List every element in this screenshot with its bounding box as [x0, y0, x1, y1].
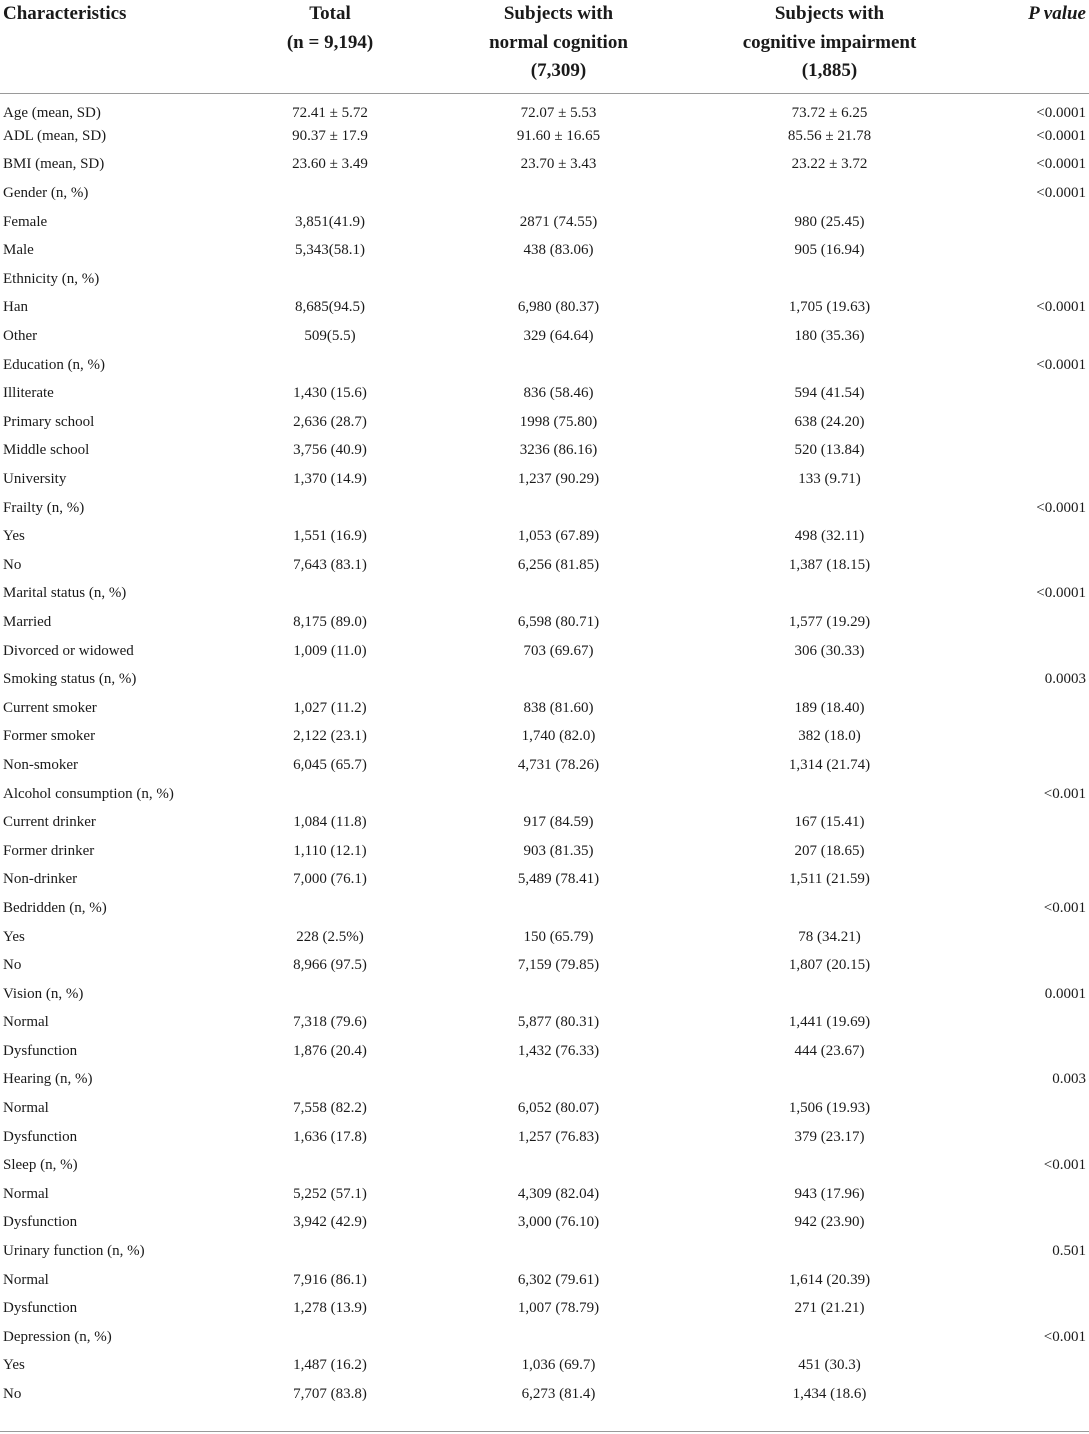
- header-total-line-1: Total: [309, 3, 351, 24]
- cell-characteristic: Non-smoker: [3, 756, 78, 773]
- cell-characteristic: Current drinker: [3, 814, 96, 831]
- table-row: [0, 379, 1089, 408]
- cell-total: 5,343(58.1): [295, 242, 365, 259]
- cell-characteristic: Depression (n, %): [3, 1328, 112, 1345]
- cell-cognitive-impairment: [687, 980, 972, 1009]
- cell-total: 1,636 (17.8): [293, 1128, 367, 1145]
- table-row: [0, 608, 1089, 637]
- cell-normal-cognition: 1,237 (90.29): [517, 471, 600, 488]
- cell-cognitive-impairment: [687, 179, 972, 208]
- cell-characteristic: Han: [3, 299, 28, 316]
- cell-p-value: [972, 923, 1089, 952]
- table-row: [0, 1180, 1089, 1209]
- header-normal-line-2: normal cognition: [489, 31, 628, 53]
- cell-p-value: [972, 751, 1089, 780]
- cell-cognitive-impairment: [687, 265, 972, 294]
- cell-characteristic: Ethnicity (n, %): [3, 270, 100, 287]
- cell-total: [230, 580, 430, 609]
- table-row: [0, 894, 1089, 923]
- cell-total: 7,000 (76.1): [293, 871, 367, 888]
- cell-cognitive-impairment: [687, 351, 972, 380]
- cell-total: 90.37 ± 17.9: [292, 127, 368, 144]
- cell-p-value: <0.0001: [1036, 585, 1086, 602]
- cell-cognitive-impairment: 1,387 (18.15): [788, 556, 871, 573]
- cell-characteristic: Yes: [3, 528, 25, 545]
- cell-cognitive-impairment: 189 (18.40): [794, 699, 865, 716]
- cell-total: [230, 179, 430, 208]
- cell-total: [230, 1323, 430, 1352]
- cell-characteristic: Non-drinker: [3, 871, 78, 888]
- cell-normal-cognition: [430, 780, 687, 809]
- table-row: [0, 980, 1089, 1009]
- cell-cognitive-impairment: 1,506 (19.93): [788, 1100, 871, 1117]
- cell-cognitive-impairment: 167 (15.41): [794, 814, 865, 831]
- cell-p-value: <0.001: [1043, 1328, 1086, 1345]
- cell-cognitive-impairment: 980 (25.45): [794, 213, 865, 230]
- cell-characteristic: Urinary function (n, %): [3, 1243, 145, 1260]
- table-row: [0, 551, 1089, 580]
- cell-normal-cognition: [430, 665, 687, 694]
- cell-characteristic: Former drinker: [3, 842, 95, 859]
- table-row: [0, 1066, 1089, 1095]
- table-row: [0, 1209, 1089, 1238]
- cell-total: 3,756 (40.9): [293, 442, 367, 459]
- cell-total: 7,916 (86.1): [293, 1271, 367, 1288]
- cell-cognitive-impairment: [687, 894, 972, 923]
- cell-total: 1,487 (16.2): [293, 1357, 367, 1374]
- cell-p-value: [972, 808, 1089, 837]
- cell-normal-cognition: 6,273 (81.4): [521, 1386, 596, 1403]
- header-p-value-text: P value: [1028, 3, 1086, 24]
- cell-normal-cognition: [430, 580, 687, 609]
- cell-p-value: [972, 1037, 1089, 1066]
- cell-characteristic: Normal: [3, 1014, 49, 1031]
- cell-characteristic: Current smoker: [3, 699, 97, 716]
- cell-normal-cognition: [430, 351, 687, 380]
- cell-cognitive-impairment: 1,807 (20.15): [788, 957, 871, 974]
- cell-total: 8,966 (97.5): [293, 957, 367, 974]
- cell-total: 5,252 (57.1): [293, 1185, 367, 1202]
- cell-normal-cognition: 6,598 (80.71): [517, 613, 600, 630]
- cell-total: [230, 1066, 430, 1095]
- cell-cognitive-impairment: 207 (18.65): [794, 842, 865, 859]
- cell-normal-cognition: 917 (84.59): [523, 814, 594, 831]
- table-row: [0, 151, 1089, 180]
- cell-p-value: [972, 866, 1089, 895]
- cell-p-value: [972, 1180, 1089, 1209]
- cell-cognitive-impairment: 1,511 (21.59): [789, 871, 870, 888]
- cell-characteristic: Normal: [3, 1185, 49, 1202]
- cell-characteristic: Middle school: [3, 442, 90, 459]
- header-total-line-2: (n = 9,194): [286, 31, 374, 53]
- cell-p-value: [972, 1209, 1089, 1238]
- table-row: [0, 665, 1089, 694]
- cell-total: [230, 980, 430, 1009]
- cell-p-value: [972, 379, 1089, 408]
- cell-cognitive-impairment: [687, 1151, 972, 1180]
- table-row: [0, 1266, 1089, 1295]
- cell-characteristic: Married: [3, 613, 52, 630]
- cell-cognitive-impairment: 73.72 ± 6.25: [791, 104, 868, 121]
- cell-characteristic: No: [3, 1386, 22, 1403]
- cell-characteristic: Other: [3, 328, 38, 345]
- cell-normal-cognition: 5,877 (80.31): [517, 1014, 600, 1031]
- table-row: [0, 1037, 1089, 1066]
- table-row: [0, 751, 1089, 780]
- cell-normal-cognition: 4,731 (78.26): [517, 756, 600, 773]
- cell-normal-cognition: [430, 1066, 687, 1095]
- cell-characteristic: Bedridden (n, %): [3, 899, 107, 916]
- table-row: [0, 1237, 1089, 1266]
- cell-p-value: [972, 1352, 1089, 1381]
- table-row: [0, 522, 1089, 551]
- table-row: [0, 437, 1089, 466]
- table-row: [0, 723, 1089, 752]
- cell-total: 2,636 (28.7): [293, 413, 367, 430]
- cell-total: 1,370 (14.9): [293, 471, 367, 488]
- cell-p-value: 0.501: [1052, 1243, 1086, 1260]
- table-row: [0, 1294, 1089, 1323]
- table-row: [0, 951, 1089, 980]
- cell-normal-cognition: [430, 494, 687, 523]
- cell-total: 7,558 (82.2): [293, 1100, 367, 1117]
- cell-p-value: [972, 1009, 1089, 1038]
- table-row: [0, 1123, 1089, 1152]
- table-row: [0, 694, 1089, 723]
- cell-p-value: [972, 951, 1089, 980]
- cell-characteristic: Frailty (n, %): [3, 499, 85, 516]
- cell-total: 228 (2.5%): [296, 928, 364, 945]
- cell-p-value: [972, 408, 1089, 437]
- cell-total: 2,122 (23.1): [293, 728, 367, 745]
- cell-cognitive-impairment: 942 (23.90): [794, 1214, 865, 1231]
- cell-normal-cognition: [430, 1323, 687, 1352]
- cell-cognitive-impairment: [687, 780, 972, 809]
- cell-characteristic: Divorced or widowed: [3, 642, 134, 659]
- cell-p-value: [972, 465, 1089, 494]
- cell-normal-cognition: 6,302 (79.61): [517, 1271, 600, 1288]
- cell-cognitive-impairment: [687, 1237, 972, 1266]
- cell-p-value: 0.003: [1052, 1071, 1086, 1088]
- cell-cognitive-impairment: 451 (30.3): [798, 1357, 861, 1374]
- cell-cognitive-impairment: [687, 494, 972, 523]
- cell-normal-cognition: 6,256 (81.85): [517, 556, 600, 573]
- cell-normal-cognition: [430, 894, 687, 923]
- cell-p-value: [972, 723, 1089, 752]
- cell-total: [230, 265, 430, 294]
- table-row: [0, 208, 1089, 237]
- cell-cognitive-impairment: 943 (17.96): [794, 1185, 865, 1202]
- cell-total: [230, 1151, 430, 1180]
- cell-total: 6,045 (65.7): [293, 756, 367, 773]
- cell-cognitive-impairment: 638 (24.20): [794, 413, 865, 430]
- header-characteristics-text: Characteristics: [3, 3, 127, 24]
- cell-p-value: [972, 694, 1089, 723]
- table-row: [0, 808, 1089, 837]
- cell-normal-cognition: 1,007 (78.79): [517, 1300, 600, 1317]
- header-cognitive-impairment: [687, 0, 972, 94]
- table-row: [0, 1151, 1089, 1180]
- cell-p-value: [972, 837, 1089, 866]
- cell-p-value: 0.0001: [1044, 985, 1086, 1002]
- cell-cognitive-impairment: 594 (41.54): [794, 385, 865, 402]
- cell-characteristic: Normal: [3, 1100, 49, 1117]
- cell-p-value: [972, 608, 1089, 637]
- cell-total: 509(5.5): [304, 328, 356, 345]
- cell-normal-cognition: [430, 179, 687, 208]
- cell-characteristic: Dysfunction: [3, 1128, 78, 1145]
- bottom-rule: [0, 1431, 1089, 1432]
- cell-p-value: [972, 437, 1089, 466]
- cell-characteristic: Dysfunction: [3, 1214, 78, 1231]
- cell-normal-cognition: 703 (69.67): [523, 642, 594, 659]
- cell-p-value: <0.001: [1043, 785, 1086, 802]
- cell-total: [230, 665, 430, 694]
- table-row: [0, 923, 1089, 952]
- header-impaired-line-3: (1,885): [801, 60, 858, 81]
- header-total: [230, 0, 430, 94]
- cell-characteristic: Male: [3, 242, 34, 259]
- cell-normal-cognition: 72.07 ± 5.53: [520, 104, 597, 121]
- cell-cognitive-impairment: [687, 580, 972, 609]
- cell-p-value: <0.0001: [1036, 299, 1086, 316]
- cell-total: 1,084 (11.8): [293, 814, 367, 831]
- cell-p-value: [972, 265, 1089, 294]
- header-impaired-line-1: Subjects with: [774, 3, 885, 24]
- cell-normal-cognition: [430, 980, 687, 1009]
- cell-characteristic: Age (mean, SD): [3, 104, 101, 121]
- cell-characteristic: Dysfunction: [3, 1300, 78, 1317]
- cell-p-value: [972, 522, 1089, 551]
- cell-cognitive-impairment: 1,614 (20.39): [788, 1271, 871, 1288]
- table-row: [0, 866, 1089, 895]
- cell-total: 1,278 (13.9): [293, 1300, 367, 1317]
- table-body: [0, 94, 1089, 1409]
- cell-characteristic: Dysfunction: [3, 1042, 78, 1059]
- table-row: [0, 637, 1089, 666]
- cell-cognitive-impairment: [687, 1323, 972, 1352]
- header-normal-cognition: [430, 0, 687, 94]
- cell-characteristic: Alcohol consumption (n, %): [3, 785, 174, 802]
- cell-characteristic: Female: [3, 213, 48, 230]
- cell-total: 23.60 ± 3.49: [292, 156, 368, 173]
- cell-p-value: <0.0001: [1036, 499, 1086, 516]
- cell-total: 3,851(41.9): [295, 213, 365, 230]
- cell-p-value: [972, 551, 1089, 580]
- cell-normal-cognition: 1,036 (69.7): [521, 1357, 596, 1374]
- cell-cognitive-impairment: [687, 665, 972, 694]
- cell-p-value: [972, 1123, 1089, 1152]
- table-row: [0, 580, 1089, 609]
- table-row: [0, 322, 1089, 351]
- cell-cognitive-impairment: 498 (32.11): [794, 528, 865, 545]
- table-row: [0, 351, 1089, 380]
- table-row: [0, 294, 1089, 323]
- cell-normal-cognition: [430, 265, 687, 294]
- cell-cognitive-impairment: 78 (34.21): [798, 928, 861, 945]
- cell-total: [230, 780, 430, 809]
- cell-p-value: <0.0001: [1036, 127, 1086, 144]
- table-row: [0, 465, 1089, 494]
- cell-total: [230, 494, 430, 523]
- cell-p-value: [972, 1094, 1089, 1123]
- cell-total: 1,430 (15.6): [293, 385, 367, 402]
- cell-normal-cognition: 1,432 (76.33): [517, 1042, 600, 1059]
- cell-normal-cognition: 7,159 (79.85): [517, 957, 600, 974]
- cell-p-value: [972, 1266, 1089, 1295]
- cell-total: 1,876 (20.4): [293, 1042, 367, 1059]
- table-header: [0, 0, 1089, 94]
- cell-characteristic: Education (n, %): [3, 356, 106, 373]
- cell-total: 72.41 ± 5.72: [292, 104, 368, 121]
- cell-normal-cognition: 91.60 ± 16.65: [516, 127, 601, 144]
- cell-normal-cognition: 438 (83.06): [523, 242, 594, 259]
- table-row: [0, 408, 1089, 437]
- cell-p-value: [972, 637, 1089, 666]
- cell-total: [230, 351, 430, 380]
- cell-characteristic: Hearing (n, %): [3, 1071, 93, 1088]
- table-row: [0, 780, 1089, 809]
- cell-cognitive-impairment: 444 (23.67): [794, 1042, 865, 1059]
- header-p-value: [972, 0, 1089, 94]
- cell-cognitive-impairment: 1,441 (19.69): [788, 1014, 871, 1031]
- cell-characteristic: Vision (n, %): [3, 985, 84, 1002]
- cell-characteristic: Sleep (n, %): [3, 1157, 78, 1174]
- header-normal-line-3: (7,309): [530, 60, 587, 81]
- cell-cognitive-impairment: 23.22 ± 3.72: [791, 156, 868, 173]
- cell-normal-cognition: 2871 (74.55): [519, 213, 598, 230]
- cell-characteristic: No: [3, 957, 22, 974]
- cell-normal-cognition: 329 (64.64): [523, 328, 594, 345]
- table-row: [0, 122, 1089, 151]
- cell-total: 8,175 (89.0): [293, 613, 367, 630]
- table-row: [0, 1380, 1089, 1409]
- cell-characteristic: No: [3, 556, 22, 573]
- table-row: [0, 236, 1089, 265]
- cell-normal-cognition: 3,000 (76.10): [517, 1214, 600, 1231]
- cell-total: 7,643 (83.1): [293, 556, 367, 573]
- header-row: [0, 0, 1089, 94]
- cell-characteristic: Gender (n, %): [3, 185, 89, 202]
- cell-cognitive-impairment: 905 (16.94): [794, 242, 865, 259]
- cell-normal-cognition: 23.70 ± 3.43: [520, 156, 597, 173]
- cell-characteristic: University: [3, 471, 67, 488]
- cell-cognitive-impairment: 306 (30.33): [794, 642, 865, 659]
- cell-total: 8,685(94.5): [295, 299, 365, 316]
- cell-p-value: [972, 208, 1089, 237]
- cell-normal-cognition: 6,980 (80.37): [517, 299, 600, 316]
- cell-cognitive-impairment: 1,705 (19.63): [788, 299, 871, 316]
- table-row: [0, 494, 1089, 523]
- cell-characteristic: ADL (mean, SD): [3, 127, 107, 144]
- table-row: [0, 1009, 1089, 1038]
- cell-characteristic: Former smoker: [3, 728, 96, 745]
- cell-total: 1,551 (16.9): [293, 528, 367, 545]
- table-row: [0, 1323, 1089, 1352]
- cell-p-value: [972, 322, 1089, 351]
- cell-cognitive-impairment: 180 (35.36): [794, 328, 865, 345]
- header-characteristics: [0, 0, 230, 94]
- cell-total: [230, 1237, 430, 1266]
- table-row: [0, 179, 1089, 208]
- cell-p-value: [972, 236, 1089, 265]
- cell-characteristic: Primary school: [3, 413, 95, 430]
- cell-total: 7,318 (79.6): [293, 1014, 367, 1031]
- cell-cognitive-impairment: 1,434 (18.6): [792, 1386, 867, 1403]
- cell-normal-cognition: [430, 1237, 687, 1266]
- cell-normal-cognition: 5,489 (78.41): [517, 871, 600, 888]
- cell-cognitive-impairment: 133 (9.71): [798, 471, 861, 488]
- cell-total: 7,707 (83.8): [293, 1386, 367, 1403]
- cell-normal-cognition: 4,309 (82.04): [517, 1185, 600, 1202]
- cell-characteristic: Smoking status (n, %): [3, 671, 137, 688]
- header-impaired-line-2: cognitive impairment: [742, 31, 917, 53]
- cell-p-value: [972, 1294, 1089, 1323]
- cell-normal-cognition: 150 (65.79): [523, 928, 594, 945]
- cell-p-value: [972, 1380, 1089, 1409]
- cell-normal-cognition: [430, 1151, 687, 1180]
- cell-total: [230, 894, 430, 923]
- cell-cognitive-impairment: 379 (23.17): [794, 1128, 865, 1145]
- table-row: [0, 1094, 1089, 1123]
- cell-normal-cognition: 838 (81.60): [523, 699, 594, 716]
- cell-p-value: 0.0003: [1044, 671, 1086, 688]
- cell-p-value: <0.001: [1043, 1157, 1086, 1174]
- cell-normal-cognition: 1998 (75.80): [519, 413, 598, 430]
- cell-cognitive-impairment: [687, 1066, 972, 1095]
- cell-characteristic: Normal: [3, 1271, 49, 1288]
- cell-cognitive-impairment: 1,577 (19.29): [788, 613, 871, 630]
- cell-characteristic: BMI (mean, SD): [3, 156, 105, 173]
- cell-cognitive-impairment: 520 (13.84): [794, 442, 865, 459]
- cell-normal-cognition: 903 (81.35): [523, 842, 594, 859]
- table-row: [0, 837, 1089, 866]
- cell-characteristic: Marital status (n, %): [3, 585, 127, 602]
- cell-cognitive-impairment: 85.56 ± 21.78: [787, 127, 872, 144]
- cell-characteristic: Yes: [3, 1357, 25, 1374]
- table-row: [0, 1352, 1089, 1381]
- table-row: [0, 94, 1089, 123]
- cell-p-value: <0.0001: [1036, 185, 1086, 202]
- table-row: [0, 265, 1089, 294]
- cell-total: 1,027 (11.2): [293, 699, 367, 716]
- cell-p-value: <0.0001: [1036, 156, 1086, 173]
- cell-normal-cognition: 6,052 (80.07): [517, 1100, 600, 1117]
- cell-normal-cognition: 1,257 (76.83): [517, 1128, 600, 1145]
- cell-p-value: <0.0001: [1036, 356, 1086, 373]
- cell-cognitive-impairment: 1,314 (21.74): [788, 756, 871, 773]
- cell-p-value: <0.0001: [1036, 104, 1086, 121]
- cell-cognitive-impairment: 271 (21.21): [794, 1300, 865, 1317]
- cell-normal-cognition: 836 (58.46): [523, 385, 594, 402]
- cell-characteristic: Yes: [3, 928, 25, 945]
- cell-cognitive-impairment: 382 (18.0): [798, 728, 861, 745]
- cell-total: 1,110 (12.1): [293, 842, 367, 859]
- cell-normal-cognition: 1,053 (67.89): [517, 528, 600, 545]
- cell-total: 1,009 (11.0): [293, 642, 367, 659]
- cell-normal-cognition: 3236 (86.16): [519, 442, 598, 459]
- cell-characteristic: Illiterate: [3, 385, 54, 402]
- cell-normal-cognition: 1,740 (82.0): [521, 728, 596, 745]
- header-normal-line-1: Subjects with: [503, 3, 614, 24]
- cell-p-value: <0.001: [1043, 899, 1086, 916]
- cell-total: 3,942 (42.9): [293, 1214, 367, 1231]
